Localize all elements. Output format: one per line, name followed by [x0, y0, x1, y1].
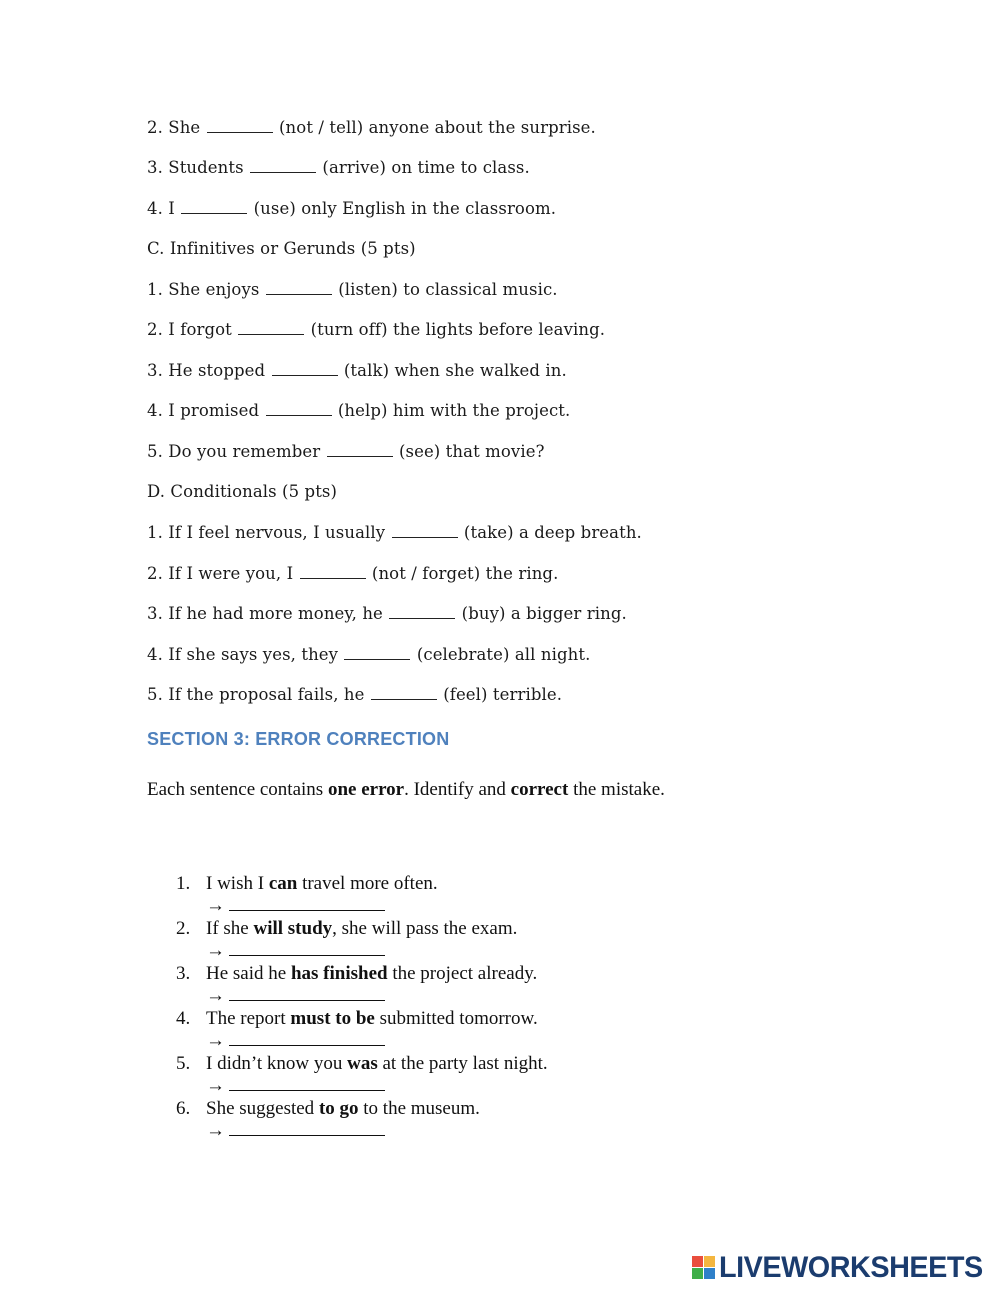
exercise-line — [147, 442, 545, 461]
line-pre: 4. I — [147, 199, 175, 218]
exercise-line — [147, 199, 556, 218]
exercise-line — [147, 320, 605, 339]
section-c-heading: C. Infinitives or Gerunds (5 pts) — [147, 239, 416, 258]
arrow-icon: → — [206, 940, 225, 961]
sentence-post: submitted tomorrow. — [374, 1008, 538, 1029]
instruction-part: the mistake. — [568, 779, 665, 800]
answer-line[interactable] — [229, 1120, 385, 1136]
line-pre: 2. She — [147, 118, 201, 137]
line-pre: 4. If she says yes, they — [147, 645, 339, 664]
line-post: (not / forget) the ring. — [371, 564, 559, 583]
exercise-line — [147, 401, 570, 420]
sentence-pre: He said he — [206, 963, 291, 984]
line-post: (buy) a bigger ring. — [461, 604, 627, 623]
instruction-bold: correct — [510, 779, 569, 800]
line-post: (celebrate) all night. — [416, 645, 591, 664]
line-post: (talk) when she walked in. — [343, 361, 567, 380]
sentence-error: to go — [318, 1098, 359, 1119]
sentence-error: will study — [253, 918, 333, 939]
line-post: (use) only English in the classroom. — [253, 199, 557, 218]
answer-line[interactable] — [229, 895, 385, 911]
answer-blank[interactable] — [238, 322, 304, 335]
line-pre: 3. He stopped — [147, 361, 266, 380]
instruction-part: . Identify and — [404, 779, 511, 800]
answer-blank[interactable] — [272, 363, 338, 376]
instruction-bold: one error — [327, 779, 405, 800]
answer-blank[interactable] — [344, 647, 410, 660]
line-pre: 1. She enjoys — [147, 280, 260, 299]
line-pre: 5. Do you remember — [147, 442, 321, 461]
item-sentence — [206, 1053, 548, 1075]
answer-line[interactable] — [229, 1075, 385, 1091]
item-sentence — [206, 1008, 538, 1030]
line-pre: 3. If he had more money, he — [147, 604, 383, 623]
sentence-pre: She suggested — [206, 1098, 319, 1119]
line-post: (turn off) the lights before leaving. — [310, 320, 606, 339]
line-pre: 1. If I feel nervous, I usually — [147, 523, 386, 542]
arrow-icon: → — [206, 1075, 225, 1096]
line-pre: 5. If the proposal fails, he — [147, 685, 365, 704]
item-sentence — [206, 963, 537, 985]
answer-blank[interactable] — [327, 444, 393, 457]
line-post: (feel) terrible. — [443, 685, 563, 704]
item-sentence — [206, 1098, 480, 1120]
exercise-line — [147, 523, 642, 542]
item-number: 6. — [176, 1098, 191, 1119]
sentence-pre: I didn’t know you — [206, 1053, 348, 1074]
logo-mark-icon — [692, 1256, 716, 1280]
item-number: 5. — [176, 1053, 191, 1074]
arrow-icon: → — [206, 985, 225, 1006]
answer-blank[interactable] — [250, 160, 316, 173]
sentence-error: was — [347, 1053, 378, 1074]
line-post: (help) him with the project. — [337, 401, 571, 420]
item-number: 3. — [176, 963, 191, 984]
line-pre: 2. I forgot — [147, 320, 232, 339]
answer-row — [206, 895, 385, 917]
answer-blank[interactable] — [266, 282, 332, 295]
answer-blank[interactable] — [300, 566, 366, 579]
exercise-line — [147, 280, 558, 299]
answer-line[interactable] — [229, 985, 385, 1001]
liveworksheets-logo — [692, 1252, 994, 1284]
line-post: (arrive) on time to class. — [322, 158, 530, 177]
answer-blank[interactable] — [207, 120, 273, 133]
line-post: (see) that movie? — [398, 442, 545, 461]
answer-row — [206, 985, 385, 1007]
arrow-icon: → — [206, 1030, 225, 1051]
item-sentence — [206, 873, 438, 895]
answer-line[interactable] — [229, 1030, 385, 1046]
answer-blank[interactable] — [371, 687, 437, 700]
sentence-post: at the party last night. — [377, 1053, 548, 1074]
exercise-line — [147, 685, 562, 704]
line-pre: 4. I promised — [147, 401, 260, 420]
sentence-error: has finished — [290, 963, 388, 984]
exercise-line — [147, 361, 567, 380]
exercise-line — [147, 645, 590, 664]
instruction-text — [147, 779, 665, 801]
answer-blank[interactable] — [389, 606, 455, 619]
answer-row — [206, 1120, 385, 1142]
exercise-line — [147, 564, 558, 583]
arrow-icon: → — [206, 1120, 225, 1141]
sentence-post: the project already. — [387, 963, 538, 984]
line-post: (not / tell) anyone about the surprise. — [279, 118, 596, 137]
exercise-line — [147, 604, 627, 623]
answer-line[interactable] — [229, 940, 385, 956]
sentence-post: to the museum. — [358, 1098, 480, 1119]
item-number: 2. — [176, 918, 191, 939]
answer-row — [206, 1030, 385, 1052]
section-d-heading: D. Conditionals (5 pts) — [147, 482, 338, 501]
answer-blank[interactable] — [392, 525, 458, 538]
line-post: (listen) to classical music. — [338, 280, 558, 299]
answer-row — [206, 1075, 385, 1097]
sentence-error: can — [268, 873, 298, 894]
line-pre: 2. If I were you, I — [147, 564, 294, 583]
answer-row — [206, 940, 385, 962]
line-post: (take) a deep breath. — [463, 523, 642, 542]
instruction-part: Each sentence contains — [147, 779, 328, 800]
exercise-line — [147, 158, 530, 177]
arrow-icon: → — [206, 895, 225, 916]
sentence-post: travel more often. — [297, 873, 438, 894]
answer-blank[interactable] — [266, 403, 332, 416]
logo-text: LIVEWORKSHEETS — [719, 1251, 983, 1284]
sentence-pre: I wish I — [206, 873, 269, 894]
exercise-line — [147, 118, 596, 137]
item-number: 1. — [176, 873, 191, 894]
sentence-post: , she will pass the exam. — [332, 918, 518, 939]
item-number: 4. — [176, 1008, 191, 1029]
answer-blank[interactable] — [181, 201, 247, 214]
sentence-pre: The report — [206, 1008, 291, 1029]
section-title: SECTION 3: ERROR CORRECTION — [147, 729, 450, 749]
line-pre: 3. Students — [147, 158, 244, 177]
item-sentence — [206, 918, 517, 940]
sentence-pre: If she — [206, 918, 254, 939]
sentence-error: must to be — [290, 1008, 375, 1029]
